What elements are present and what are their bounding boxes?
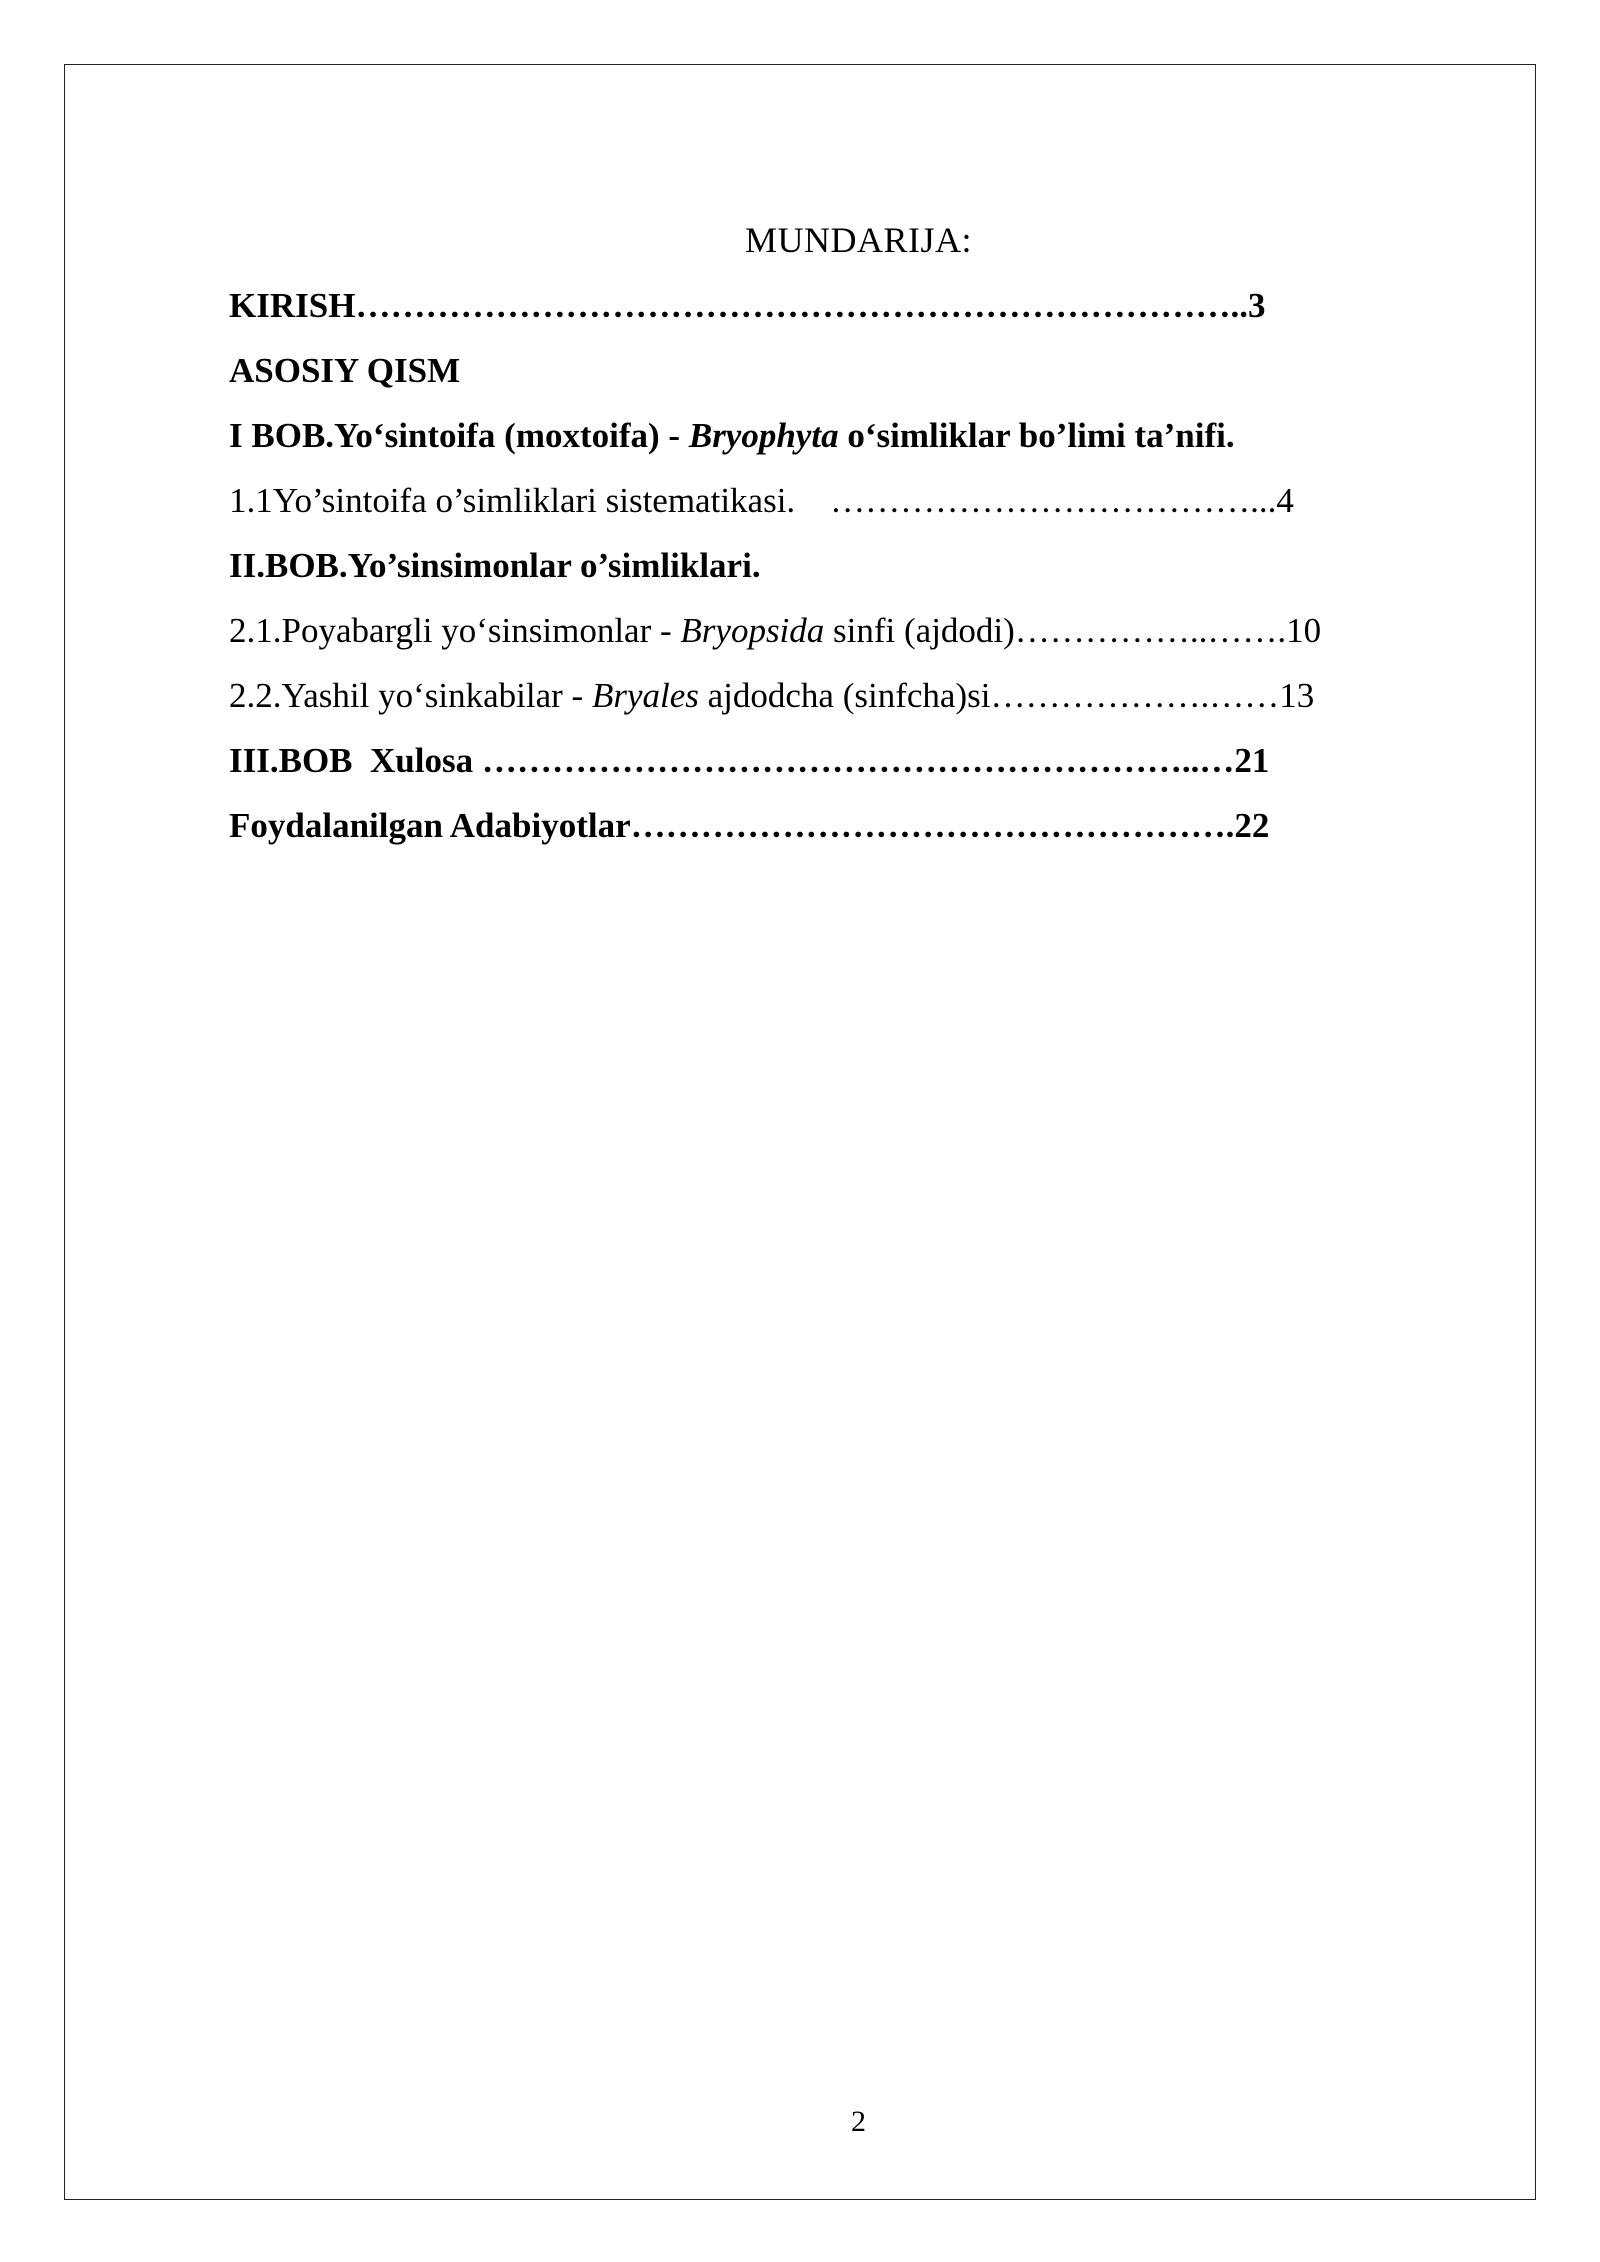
toc-dot-leader: ………………………………... <box>795 481 1277 520</box>
toc-entry-bob-3-xulosa[interactable] <box>229 735 1429 800</box>
toc-entry-label: I BOB.Yo‘sintoifa (moxtoifa) - <box>229 416 689 455</box>
toc-entry-latin-name: Bryophyta <box>688 416 839 455</box>
toc-entry-latin-name: Bryopsida <box>680 611 825 650</box>
toc-entry-adabiyotlar[interactable] <box>229 800 1429 865</box>
toc-entry-label: 2.1.Poyabargli yo‘sinsimonlar - <box>229 611 681 650</box>
toc-heading-bob-2[interactable] <box>229 540 1429 605</box>
toc-entry-label-suffix: sinfi (ajdodi) <box>824 611 1015 650</box>
toc-entry-label: II.BOB.Yo’sinsimonlar o’simliklari. <box>229 546 761 585</box>
toc-entry-label: III.BOB Xulosa <box>229 741 482 780</box>
toc-dot-leader: ……………….…… <box>990 676 1280 715</box>
table-of-contents <box>229 280 1429 865</box>
page-number: 2 <box>851 2105 866 2138</box>
toc-entry-label: Foydalanilgan Adabiyotlar <box>229 806 631 845</box>
toc-page-number: 21 <box>1234 741 1270 780</box>
toc-entry-label: 2.2.Yashil yo‘sinkabilar - <box>229 676 592 715</box>
toc-page-number: 4 <box>1276 481 1294 520</box>
toc-entry-label-suffix: o‘simliklar bo’limi ta’nifi. <box>838 416 1235 455</box>
toc-entry-label-suffix: ajdodcha (sinfcha)si <box>698 676 991 715</box>
toc-dot-leader: ……………………………………………. <box>630 806 1235 845</box>
toc-entry-2-1[interactable] <box>229 605 1429 670</box>
toc-page-number: 13 <box>1279 676 1315 715</box>
toc-entry-latin-name: Bryales <box>591 676 699 715</box>
toc-dot-leader: ……………………………………………………..… <box>481 741 1235 780</box>
toc-entry-kirish[interactable] <box>229 280 1429 345</box>
toc-entry-label: ASOSIY QISM <box>229 351 461 390</box>
toc-dot-leader: ……………..……. <box>1014 611 1287 650</box>
toc-page-number: 22 <box>1234 806 1270 845</box>
toc-entry-label: 1.1Yo’sintoifa o’simliklari sistematikasi. <box>229 481 796 520</box>
toc-heading-bob-1[interactable] <box>229 410 1429 475</box>
toc-entry-1-1[interactable] <box>229 475 1429 540</box>
toc-page-number: 10 <box>1286 611 1322 650</box>
toc-page-number: 3 <box>1247 286 1266 325</box>
toc-entry-label: KIRISH <box>229 286 356 325</box>
toc-entry-2-2[interactable] <box>229 670 1429 735</box>
toc-dot-leader: ………………………………………………………………….. <box>355 286 1248 325</box>
toc-heading-asosiy-qism[interactable] <box>229 345 1429 410</box>
toc-title: MUNDARIJA: <box>744 220 972 260</box>
